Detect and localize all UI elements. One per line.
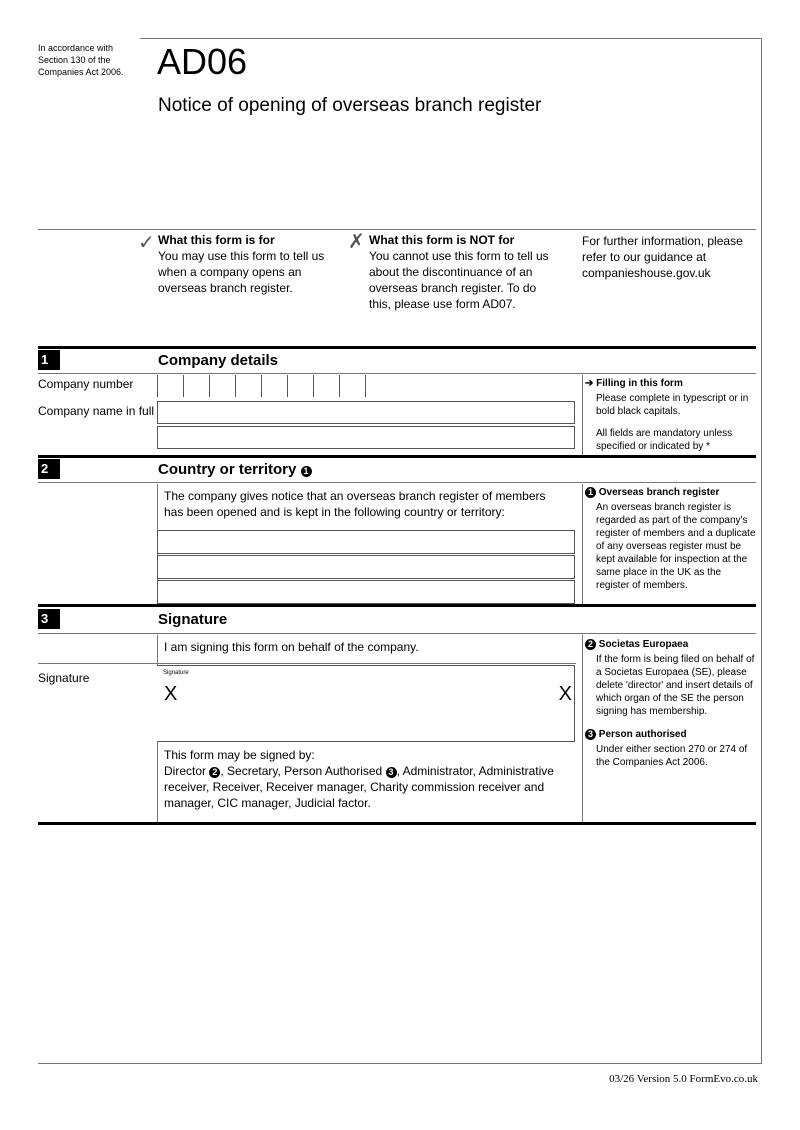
section2-title: Country or territory: [158, 461, 297, 478]
side-ref-2: 2: [585, 639, 596, 650]
signature-top-rule: [38, 663, 576, 664]
section3-bottom-rule: [38, 822, 756, 825]
digit-cell[interactable]: [183, 375, 209, 397]
footer-rule: [38, 1063, 762, 1064]
digit-cell[interactable]: [235, 375, 261, 397]
arrow-icon: ➔: [585, 378, 597, 389]
form-code: AD06: [157, 41, 248, 82]
further-info: For further information, please refer to our guidance at companieshouse.gov.uk: [582, 234, 743, 280]
digit-cell[interactable]: [157, 375, 183, 397]
digit-cell[interactable]: [209, 375, 235, 397]
section2-header-rule: [38, 482, 756, 483]
filling-in-body-1: Please complete in typescript or in bold black capitals.: [596, 393, 749, 417]
digit-cell[interactable]: [287, 375, 313, 397]
side-ref-1: 1: [585, 487, 596, 498]
check-icon: ✓: [138, 232, 155, 254]
se-body: If the form is being filed on behalf of a Societas Europaea (SE), please delete 'director' and insert details of which organ of the SE the person signing has membership.: [596, 654, 755, 717]
digit-cell[interactable]: [261, 375, 287, 397]
signed-by-intro: This form may be signed by:: [164, 748, 315, 762]
signed-by-a: Director: [164, 764, 207, 778]
section1-side-rule: [582, 375, 583, 455]
se-title: Societas Europaea: [598, 639, 689, 650]
company-name-field-1[interactable]: [157, 401, 575, 424]
digit-cell[interactable]: [313, 375, 339, 397]
se-heading: [585, 639, 688, 650]
cross-icon: ✗: [348, 231, 365, 253]
sign-x-right-icon: X: [558, 683, 572, 705]
signed-by-c: , Administrator, Administrative receiver, Receiver, Receiver manager, Charity commission receiver and manager, CIC manager, Judicial factor.: [164, 764, 554, 810]
filling-in-heading: [585, 378, 683, 389]
frame-right-line: [761, 38, 762, 1064]
person-authorised-title: Person authorised: [598, 729, 687, 740]
legal-reference: In accordance with Section 130 of the Companies Act 2006.: [38, 43, 124, 77]
territory-field-1[interactable]: [157, 530, 575, 554]
section2-number: 2: [38, 459, 60, 479]
territory-field-2[interactable]: [157, 555, 575, 579]
is-for-heading: What this form is for: [158, 233, 275, 247]
company-name-label: Company name in full: [38, 404, 155, 418]
territory-field-3[interactable]: [157, 580, 575, 604]
page-title: Notice of opening of overseas branch register: [158, 95, 542, 116]
filling-in-title: Filling in this form: [596, 378, 683, 389]
ref-3: 3: [386, 767, 397, 778]
section2-side-rule: [582, 484, 583, 604]
overseas-branch-title: Overseas branch register: [598, 487, 720, 498]
section3-title: Signature: [158, 611, 228, 628]
section3-side-rule: [582, 635, 583, 822]
signed-by-b: , Secretary, Person Authorised: [220, 764, 383, 778]
footer-version: 03/26 Version 5.0 FormEvo.co.uk: [609, 1073, 758, 1085]
signature-box[interactable]: [157, 665, 575, 742]
note-ref-1: 1: [301, 466, 312, 477]
company-number-field[interactable]: [157, 375, 366, 397]
overseas-branch-body: An overseas branch register is regarded as part of the company's register of members and a duplicate of any overseas register must be kept available for inspection at the same place in the UK as the register of members.: [596, 502, 756, 591]
section2-title-wrap: [158, 461, 312, 478]
is-for-body: You may use this form to tell us when a company opens an overseas branch register.: [158, 249, 325, 295]
section2-rule: [38, 455, 756, 458]
section3-number: 3: [38, 609, 60, 629]
overseas-branch-heading: [585, 487, 719, 498]
signing-statement: I am signing this form on behalf of the company.: [164, 640, 419, 654]
side-ref-3: 3: [585, 729, 596, 740]
signature-small-label: Signature: [163, 670, 189, 676]
section3-rule: [38, 604, 756, 607]
company-name-field-2[interactable]: [157, 426, 575, 449]
company-number-label: Company number: [38, 377, 134, 391]
person-authorised-heading: [585, 729, 687, 740]
section3-header-rule: [38, 633, 756, 634]
not-for-heading: What this form is NOT for: [369, 233, 515, 247]
signature-label: Signature: [38, 671, 90, 685]
filling-in-body-2: All fields are mandatory unless specified or indicated by *: [596, 428, 733, 452]
signed-by-list: [164, 763, 570, 811]
section1-title: Company details: [158, 352, 279, 369]
sign-x-left-icon: X: [164, 683, 178, 705]
branch-notice-text: The company gives notice that an overseas branch register of members has been opened and is kept in the following country or territory:: [164, 489, 546, 519]
not-for-body: You cannot use this form to tell us about the discontinuance of an overseas branch register. To do this, please use form AD07.: [369, 249, 549, 311]
digit-cell[interactable]: [339, 375, 365, 397]
person-authorised-body: Under either section 270 or 274 of the Companies Act 2006.: [596, 744, 748, 768]
section1-number: 1: [38, 350, 60, 370]
frame-top-line: [140, 38, 762, 39]
section1-rule: [38, 346, 756, 349]
section1-header-rule: [38, 373, 756, 374]
ref-2: 2: [209, 767, 220, 778]
